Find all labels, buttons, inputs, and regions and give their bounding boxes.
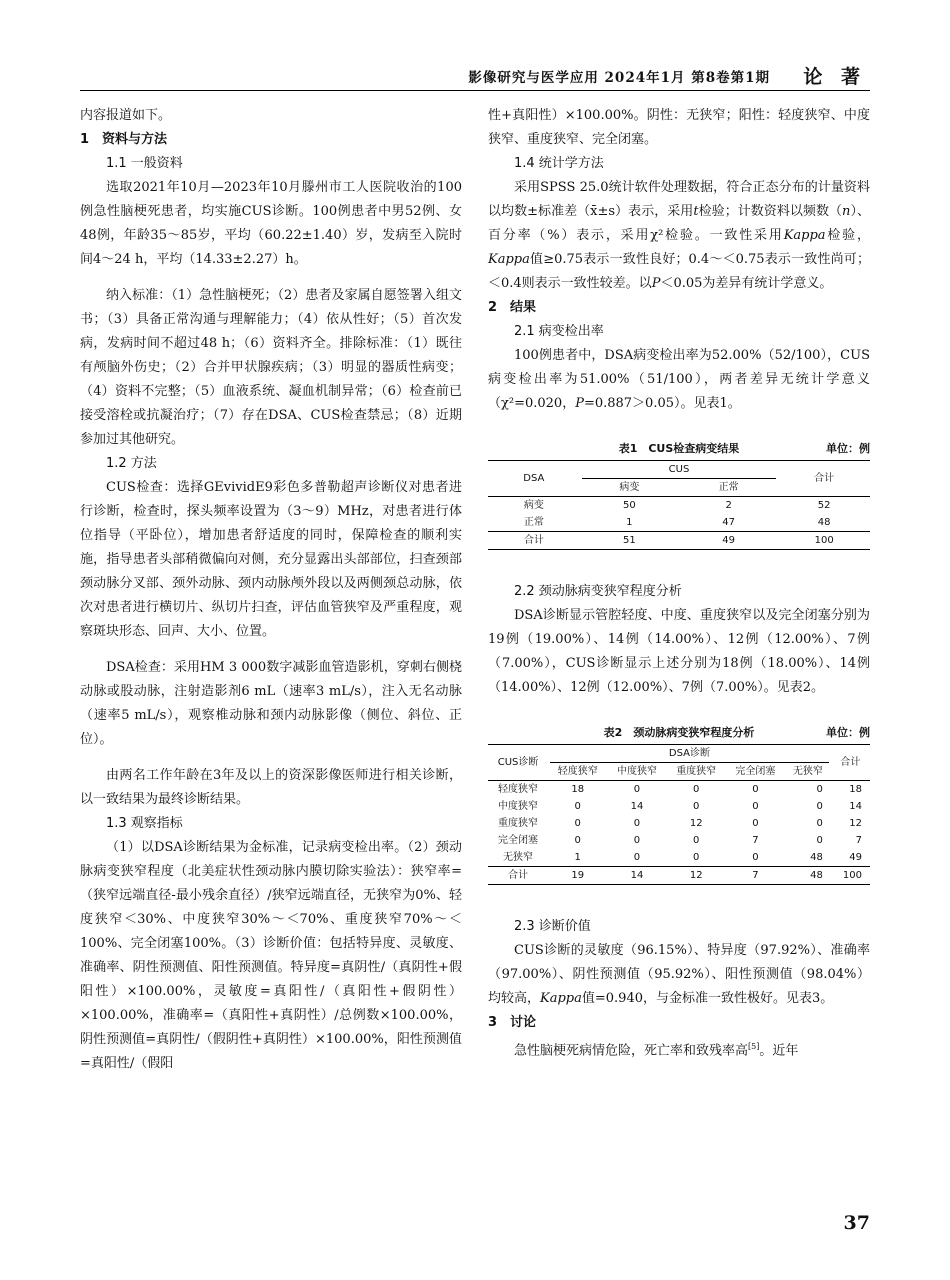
subsection-heading: 1.1 一般资料: [106, 156, 183, 171]
paragraph: CUS诊断的灵敏度（96.15%）、特异度（97.92%）、准确率（97.00%）、阴性预测值（95.92%）、阳性预测值（98.04%）均较高，Kappa值=0.940，与金标准一致性极好。见表3。: [488, 943, 870, 1006]
table-header-cell: CUS诊断: [488, 745, 548, 781]
table-header-cell: 轻度狭窄: [548, 763, 607, 781]
subsection-heading: 1.3 观察指标: [106, 816, 183, 831]
table2-caption: [488, 722, 870, 744]
table1-unit: 单位：例: [826, 442, 870, 455]
table-row: 中度狭窄 0 14 0 0 0 14: [498, 801, 862, 812]
paragraph: 性+真阳性）×100.00%。阴性：无狭窄；阳性：轻度狭窄、中度狭窄、重度狭窄、完全闭塞。: [488, 108, 870, 147]
table-header-cell: 重度狭窄: [667, 763, 726, 781]
spacer: [80, 644, 462, 656]
running-header: [80, 66, 870, 91]
table-row: 完全闭塞 0 0 0 7 0 7: [498, 835, 862, 846]
paragraph: DSA检查：采用HM 3 000数字减影血管造影机，穿刺右侧桡动脉或股动脉，注射造影剂6 mL（速率3 mL/s），注入无名动脉（速率5 mL/s），观察椎动脉和颈内动脉影像（侧位、斜位、正位）。: [80, 660, 462, 747]
spacer: [80, 752, 462, 764]
paragraph: CUS检查：选择GEvividE9彩色多普勒超声诊断仪对患者进行诊断，检查时，探头频率设置为（3～9）MHz，对患者进行体位指导（平卧位），增加患者舒适度的同时，保障检查的顺利实施，指导患者头部稍微偏向对侧，充分显露出头部部位，扫查颈部颈动脉分叉部、颈外动脉、颈内动脉颅外段以及两侧颈总动脉，依次对患者进行横切片、纵切片扫查，评估血管狭窄及严重程度，观察斑块形态、回声、大小、位置。: [80, 480, 462, 639]
table-row: 合计 19 14 12 7 48 100: [488, 867, 870, 885]
table1-title: 表1 CUS检查病变结果: [618, 442, 740, 455]
paragraph: 急性脑梗死病情危险，死亡率和致残率高[5]。近年: [514, 1042, 799, 1059]
table-header-cell: DSA: [488, 461, 580, 497]
spacer: [488, 700, 870, 722]
spacer: [488, 416, 870, 438]
spacer: [80, 272, 462, 284]
table-header-cell: 中度狭窄: [607, 763, 666, 781]
table-row: 合计 51 49 100: [488, 532, 870, 550]
paragraph: DSA诊断显示管腔轻度、中度、重度狭窄以及完全闭塞分别为19例（19.00%）、14例（14.00%）、12例（12.00%）、7例（7.00%），CUS诊断显示上述分别为18例（18.00%）、14例（14.00%）、12例（12.00%）、7例（7.00%）。见表2。: [488, 608, 870, 695]
table-row: 轻度狭窄 18 0 0 0 0 18: [498, 784, 862, 795]
section-heading: 1 资料与方法: [80, 132, 168, 147]
paragraph: 由两名工作年龄在3年及以上的资深影像医师进行相关诊断，以一致结果为最终诊断结果。: [80, 768, 462, 807]
right-column: [488, 104, 870, 1063]
journal-title: 影像研究与医学应用 2024年1月 第8卷第1期: [468, 70, 770, 86]
subsection-heading: 1.4 统计学方法: [514, 156, 604, 171]
citation-ref: [5]: [748, 1042, 760, 1051]
table-header-cell: 合计: [778, 461, 870, 497]
paragraph: （1）以DSA诊断结果为金标准，记录病变检出率。（2）颈动脉病变狭窄程度（北美症状性颈动脉内膜切除实验法）：狭窄率=（狭窄远端直径-最小残余直径）/狭窄远端直径，无狭窄为0%、轻度狭窄＜30%、中度狭窄30%～＜70%、重度狭窄70%～＜100%、完全闭塞100%。（3）诊断价值：包括特异度、灵敏度、准确率、阴性预测值、阳性预测值。特异度=真阴性/（真阴性+假阳性）×100.00%，灵敏度=真阳性/（真阳性+假阴性）×100.00%，准确率=（真阳性+真阴性）/总例数×100.00%，阴性预测值=真阴性/（假阴性+真阴性）×100.00%，阳性预测值=真阳性/（假阳: [80, 840, 462, 1071]
left-column: [80, 104, 462, 1076]
subsection-heading: 2.3 诊断价值: [514, 919, 591, 934]
paragraph: 100例患者中，DSA病变检出率为52.00%（52/100），CUS病变检出率为51.00%（51/100），两者差异无统计学意义（χ²=0.020，P=0.887＞0.05）。见表1。: [488, 348, 870, 411]
table-row: 重度狭窄 0 0 12 0 0 12: [498, 818, 862, 829]
table2-title: 表2 颈动脉病变狭窄程度分析: [603, 726, 755, 739]
section-label: 论 著: [803, 66, 866, 88]
table2: [488, 744, 870, 885]
spacer: [488, 550, 870, 580]
subsection-heading: 2.2 颈动脉病变狭窄程度分析: [514, 584, 682, 599]
table-header-cell: 病变: [580, 479, 679, 497]
page-number: 37: [843, 1212, 870, 1234]
table-header-cell: CUS: [580, 461, 779, 480]
spacer: [488, 885, 870, 915]
table-header-cell: 正常: [679, 479, 778, 497]
table-header-cell: 完全闭塞: [726, 763, 785, 781]
table-row: 病变 50 2 52: [523, 500, 831, 511]
table-header-cell: 无狭窄: [785, 763, 831, 781]
table1-caption: [488, 438, 870, 460]
paragraph: 采用SPSS 25.0统计软件处理数据，符合正态分布的计量资料以均数±标准差（x̄±s）表示，采用t检验；计数资料以频数（n）、百分率（%）表示，采用χ²检验。一致性采用Kappa检验，Kappa值≥0.75表示一致性良好；0.4～＜0.75表示一致性尚可；＜0.4则表示一致性较差。以P＜0.05为差异有统计学意义。: [488, 180, 870, 291]
table2-unit: 单位：例: [826, 726, 870, 739]
section-heading: 2 结果: [488, 300, 537, 315]
table-row: 无狭窄 1 0 0 0 48 49: [503, 852, 862, 863]
paragraph: 内容报道如下。: [80, 108, 172, 123]
table1: [488, 460, 870, 550]
subsection-heading: 1.2 方法: [106, 456, 157, 471]
table-header-cell: DSA诊断: [548, 745, 831, 764]
table-header-cell: 合计: [831, 745, 870, 781]
subsection-heading: 2.1 病变检出率: [514, 324, 604, 339]
paragraph: 选取2021年10月—2023年10月滕州市工人医院收治的100例急性脑梗死患者，均实施CUS诊断。100例患者中男52例、女48例，年龄35～85岁，平均（60.22±1.40）岁，发病至入院时间4～24 h，平均（14.33±2.27）h。: [80, 180, 462, 267]
paragraph: 纳入标准：（1）急性脑梗死；（2）患者及家属自愿签署入组文书；（3）具备正常沟通与理解能力；（4）依从性好；（5）首次发病，发病时间不超过48 h；（6）资料齐全。排除标准：（1）既往有颅脑外伤史；（2）合并甲状腺疾病；（3）明显的器质性病变；（4）资料不完整；（5）血液系统、凝血机制异常；（6）检查前已接受溶栓或抗凝治疗；（7）存在DSA、CUS检查禁忌；（8）近期参加过其他研究。: [80, 288, 462, 447]
section-heading: 3 讨论: [488, 1015, 537, 1030]
table-row: 正常 1 47 48: [523, 517, 831, 528]
